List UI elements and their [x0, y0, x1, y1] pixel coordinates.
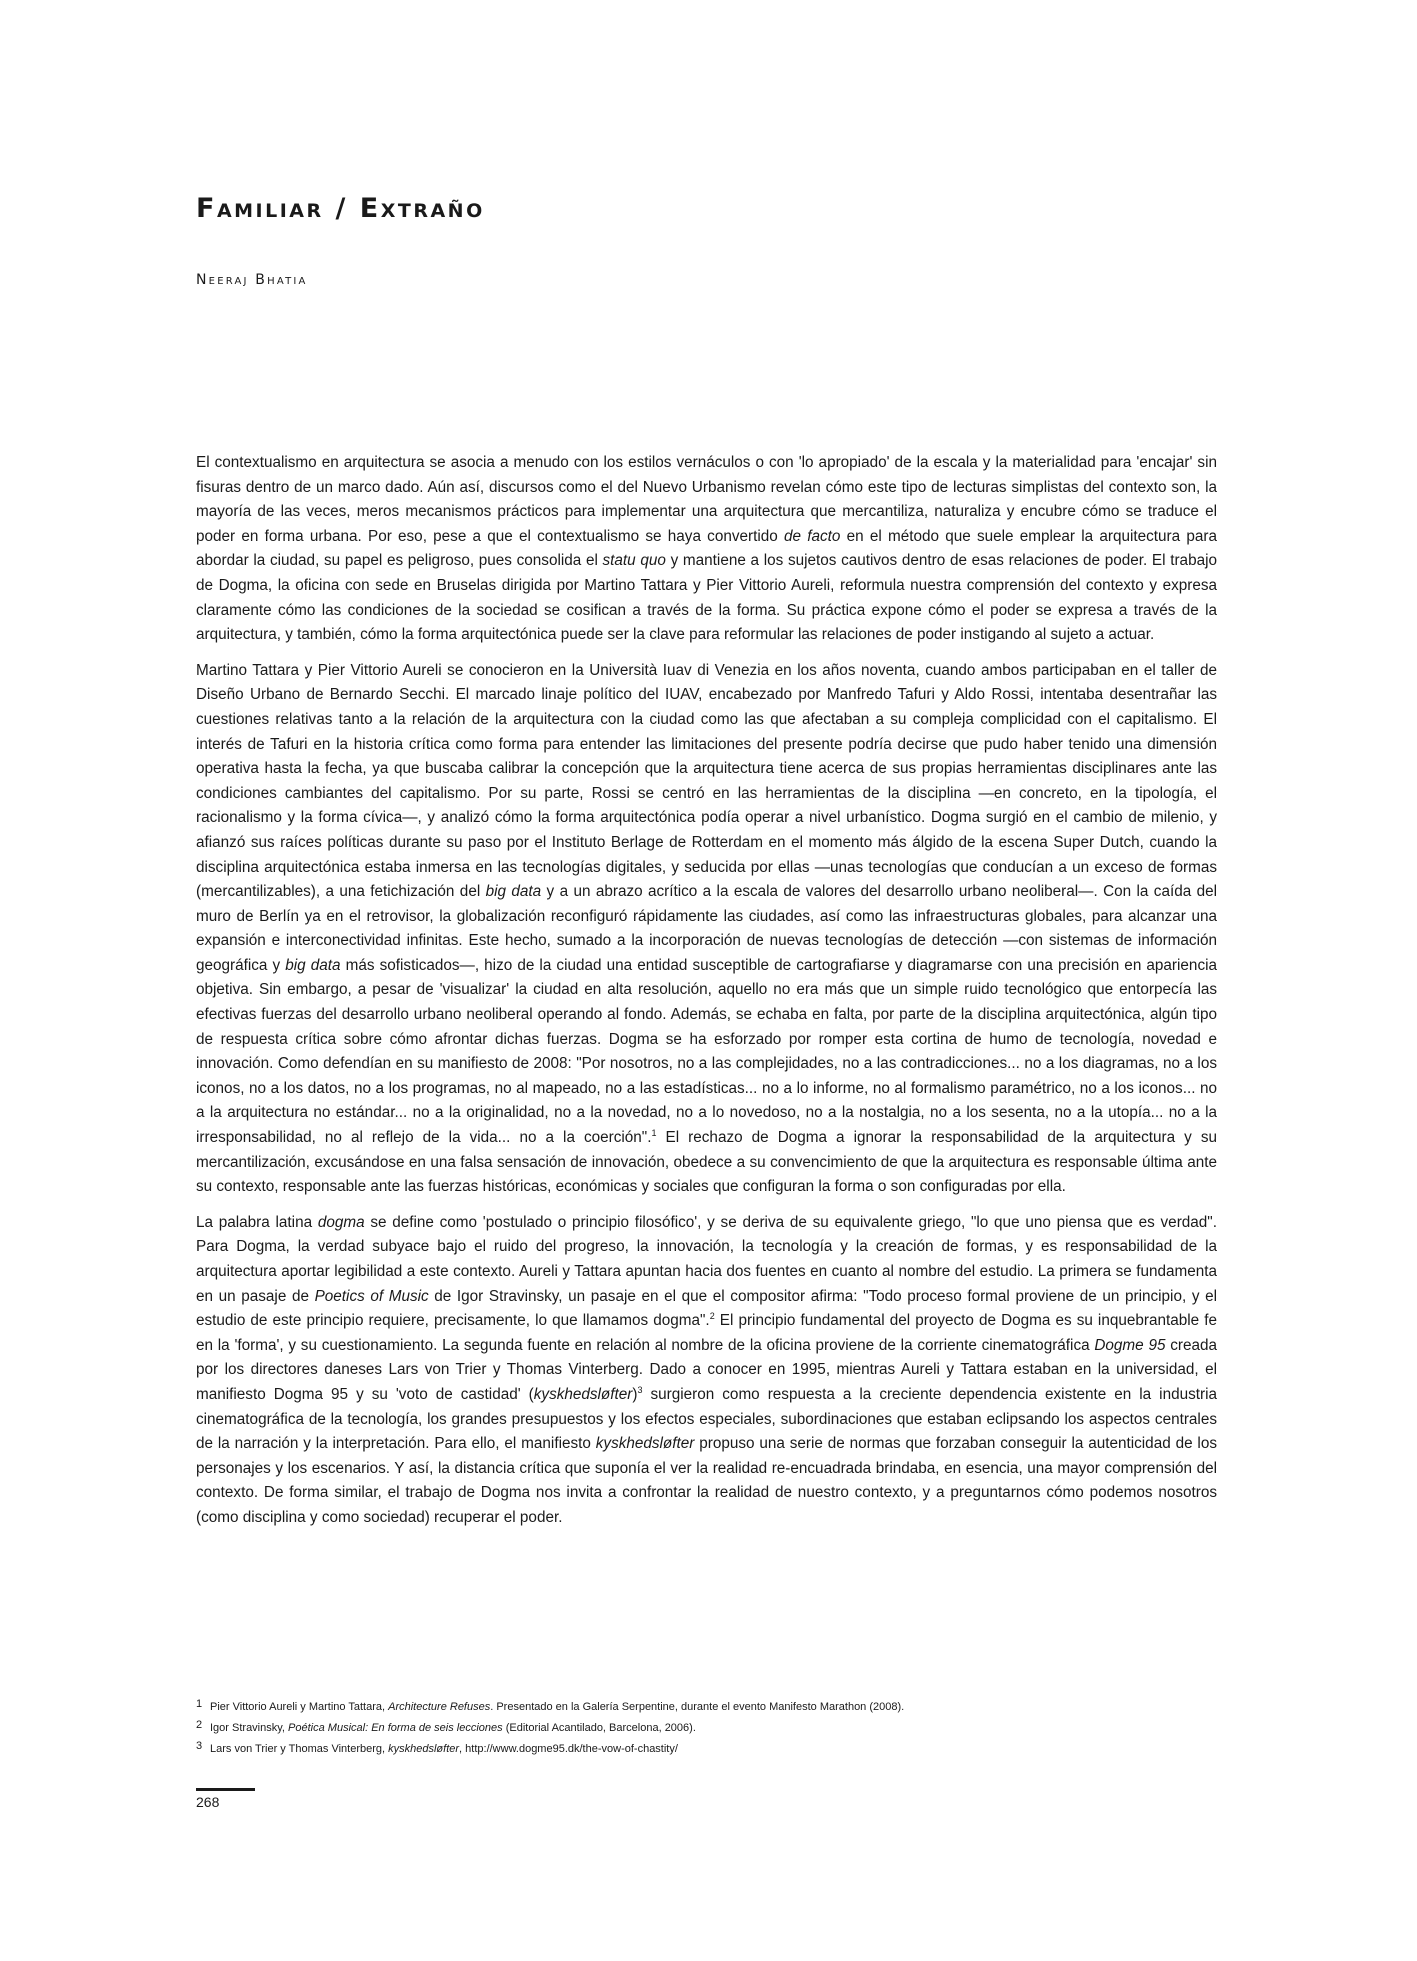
- footnotes: [196, 1699, 1217, 1762]
- italic-text: Architecture Refuses: [388, 1701, 491, 1713]
- footnote-text: [210, 1699, 904, 1715]
- italic-text: dogma: [317, 1213, 365, 1231]
- italic-text: statu quo: [602, 552, 666, 570]
- text-run: se define como 'postulado o principio filosófico', y se deriva de su equivalente griego, "lo que uno piensa que es verdad". Para Dogma, la verdad subyace bajo el ruido del progreso, la innovación, la tecnología y la creación de formas, y es responsabilidad de la arquitectura aportar legibilidad a este contexto. Aureli y Tattara apuntan hacia dos fuentes en cuanto al nombre del estudio. La primera se fundamenta en un pasaje de: [196, 1213, 1217, 1305]
- italic-text: big data: [485, 883, 542, 901]
- footnote-text: [210, 1720, 696, 1736]
- text-run: La palabra latina: [196, 1213, 318, 1231]
- italic-text: de facto: [783, 527, 841, 545]
- italic-text: Poetics of Music: [314, 1287, 429, 1305]
- italic-text: Poética Musical: En forma de seis lecciones: [288, 1722, 503, 1734]
- footnote-number: 1: [196, 1698, 203, 1710]
- page-number: 268: [196, 1794, 220, 1810]
- page-number-rule: [196, 1788, 255, 1791]
- text-run: , http://www.dogme95.dk/the-vow-of-chastity/: [459, 1743, 678, 1755]
- article-title: Familiar / Extraño: [196, 193, 485, 224]
- text-run: en el método que suele emplear la arquitectura para abordar la ciudad, su papel es peligroso, pues consolida el: [196, 527, 1217, 570]
- text-run: Lars von Trier y Thomas Vinterberg,: [210, 1743, 389, 1755]
- text-run: creada por los directores daneses Lars von Trier y Thomas Vinterberg. Dado a conocer en 1995, mientras Aureli y Tattara estaban en la universidad, el manifiesto Dogma 95 y su 'voto de castidad' (: [196, 1336, 1218, 1403]
- text-run: El principio fundamental del proyecto de Dogma es su inquebrantable fe en la 'forma', y su cuestionamiento. La segunda fuente en relación al nombre de la oficina proviene de la corriente cinematográfica: [196, 1312, 1217, 1354]
- italic-text: kyskhedsløfter: [595, 1435, 695, 1453]
- footnote: [196, 1720, 1217, 1736]
- text-run: Pier Vittorio Aureli y Martino Tattara,: [210, 1701, 389, 1713]
- footnote-ref: 2: [709, 1311, 715, 1322]
- footnote-ref: 3: [637, 1384, 643, 1395]
- text-run: surgieron como respuesta a la creciente dependencia existente en la industria cinematográfica de la tecnología, los grandes presupuestos y los efectos especiales, subordinaciones que estaban eclipsando los aspectos centrales de la narración y la interpretación. Para ello, el manifiesto: [196, 1385, 1218, 1453]
- article-author: Neeraj Bhatia: [196, 272, 308, 288]
- paragraph: [196, 1211, 1217, 1531]
- italic-text: kyskhedsløfter: [388, 1743, 460, 1755]
- footnote-number: 3: [196, 1740, 203, 1752]
- text-run: ): [632, 1385, 638, 1403]
- footnote-number: 2: [196, 1719, 203, 1731]
- text-run: de Igor Stravinsky, un pasaje en el que el compositor afirma: "Todo proceso formal proviene de un principio, y el estudio de este principio requiere, precisamente, lo que llamamos dogma".: [196, 1287, 1217, 1330]
- text-run: y a un abrazo acrítico a la escala de valores del desarrollo urbano neoliberal—. Con la caída del muro de Berlín ya en el retrovisor, la globalización reconfiguró rápidamente las ciudades, así como las infraestructuras globales, para alcanzar una expansión e interconectividad infinitas. Este hecho, sumado a la incorporación de nuevas tecnologías de detección —con sistemas de información geográfica y: [196, 883, 1217, 974]
- footnote-ref: 1: [651, 1127, 657, 1138]
- text-run: El contextualismo en arquitectura se asocia a menudo con los estilos vernáculos o con 'lo apropiado' de la escala y la materialidad para 'encajar' sin fisuras dentro de un marco dado. Aún así, discursos como el del Nuevo Urbanismo revelan cómo este tipo de lecturas simplistas del contexto son, la mayoría de las veces, meros mecanismos prácticos para implementar una arquitectura que mercantiliza, naturaliza y encubre cómo se traduce el poder en forma urbana. Por eso, pese a que el contextualismo se haya convertido: [196, 454, 1217, 545]
- paragraph: [196, 451, 1217, 648]
- text-run: y mantiene a los sujetos cautivos dentro de esas relaciones de poder. El trabajo de Dogma, la oficina con sede en Bruselas dirigida por Martino Tattara y Pier Vittorio Aureli, reformula nuestra comprensión del contexto y expresa claramente cómo las condiciones de la sociedad se cosifican a través de la forma. Su práctica expone cómo el poder se expresa a través de la arquitectura, y también, cómo la forma arquitectónica puede ser la clave para reformular las relaciones de poder instigando al sujeto a actuar.: [196, 552, 1217, 644]
- footnote-text: [210, 1741, 678, 1757]
- text-run: Igor Stravinsky,: [210, 1722, 289, 1734]
- italic-text: kyskhedsløfter: [533, 1385, 633, 1403]
- text-run: propuso una serie de normas que forzaban conseguir la autenticidad de los personajes y los escenarios. Y así, la distancia crítica que suponía el ver la realidad re-encuadrada brindaba, en esencia, una mayor comprensión del contexto. De forma similar, el trabajo de Dogma nos invita a confrontar la realidad de nuestro contexto, y a preguntarnos cómo podemos nosotros (como disciplina y como sociedad) recuperar el poder.: [196, 1435, 1217, 1526]
- footnote: [196, 1741, 1217, 1757]
- paragraph: [196, 659, 1217, 1200]
- text-run: (Editorial Acantilado, Barcelona, 2006).: [502, 1722, 696, 1734]
- italic-text: Dogme 95: [1094, 1336, 1166, 1354]
- footnote: [196, 1699, 1217, 1715]
- text-run: El rechazo de Dogma a ignorar la responsabilidad de la arquitectura y su mercantilización, excusándose en una falsa sensación de innovación, obedece a su convencimiento de que la arquitectura es responsable última ante su contexto, responsable ante las fuerzas históricas, económicas y sociales que configuran la forma o son configuradas por ella.: [196, 1129, 1218, 1196]
- text-run: . Presentado en la Galería Serpentine, durante el evento Manifesto Marathon (2008).: [490, 1701, 905, 1713]
- text-run: más sofisticados—, hizo de la ciudad una entidad susceptible de cartografiarse y diagramarse con una precisión en apariencia objetiva. Sin embargo, a pesar de 'visualizar' la ciudad en alta resolución, aquello no era más que un simple ruido tecnológico que entorpecía las efectivas fuerzas del desarrollo urbano neoliberal operando al fondo. Además, se echaba en falta, por parte de la disciplina arquitectónica, algún tipo de respuesta crítica sobre cómo afrontar dichas fuerzas. Dogma se ha esforzado por romper esta cortina de humo de tecnología, novedad e innovación. Como defendían en su manifiesto de 2008: "Por nosotros, no a las complejidades, no a las contradicciones... no a los diagramas, no a los iconos, no a los datos, no a los programas, no al mapeado, no a las estadísticas... no a lo informe, no al formalismo paramétrico, no a los iconos... no a la arquitectura no estándar... no a la originalidad, no a la novedad, no a lo novedoso, no a la nostalgia, no a los sesenta, no a la utopía... no a la irresponsabilidad, no al reflejo de la vida... no a la coerción".: [196, 956, 1217, 1147]
- text-run: Martino Tattara y Pier Vittorio Aureli se conocieron en la Università Iuav di Venezia en los años noventa, cuando ambos participaban en el taller de Diseño Urbano de Bernardo Secchi. El marcado linaje político del IUAV, encabezado por Manfredo Tafuri y Aldo Rossi, intentaba desentrañar las cuestiones relativas tanto a la relación de la arquitectura con la ciudad como las que afectaban a su compleja complicidad con el capitalismo. El interés de Tafuri en la historia crítica como forma para entender las limitaciones del presente podría decirse que pudo haber tenido una dimensión operativa hasta la fecha, ya que buscaba calibrar la concepción que la arquitectura tiene acerca de sus propias herramientas disciplinares ante las condiciones cambiantes del capitalismo. Por su parte, Rossi se centró en las herramientas de la disciplina —en concreto, en la tipología, el racionalismo y la forma cívica—, y analizó cómo la forma arquitectónica podía operar a nivel urbanístico. Dogma surgió en el cambio de milenio, y afianzó sus raíces políticas durante su paso por el Instituto Berlage de Rotterdam en el momento más álgido de la escena Super Dutch, cuando la disciplina arquitectónica estaba inmersa en las tecnologías digitales, y seducida por ellas —unas tecnologías que conducían a un exceso de formas (mercantilizables), a una fetichización del: [196, 661, 1217, 901]
- article-body: [196, 451, 1217, 1542]
- italic-text: big data: [285, 956, 341, 974]
